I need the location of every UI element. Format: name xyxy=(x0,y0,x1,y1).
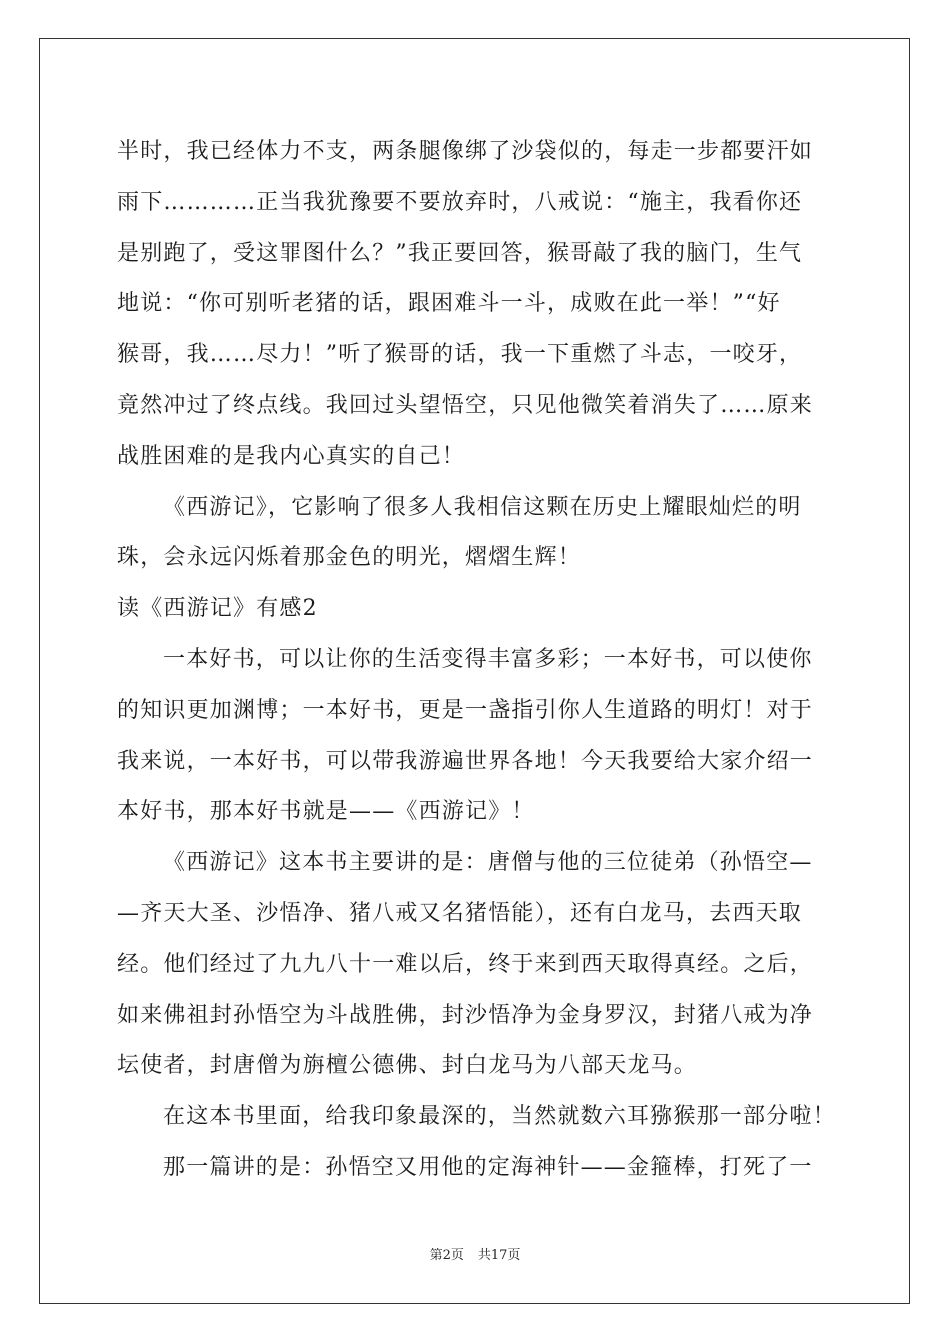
document-body xyxy=(117,127,837,1194)
text-line: 珠，会永远闪烁着那金色的明光，熠熠生辉！ xyxy=(117,545,582,571)
page-footer xyxy=(0,1244,950,1263)
text-line: 一本好书，可以让你的生活变得丰富多彩；一本好书，可以使你 xyxy=(163,646,813,672)
text-line: 那一篇讲的是：孙悟空又用他的定海神针——金箍棒，打死了一 xyxy=(163,1154,813,1180)
text-line: 猴哥，我……尽力！”听了猴哥的话，我一下重燃了斗志，一咬牙， xyxy=(117,342,803,368)
text-line: 如来佛祖封孙悟空为斗战胜佛，封沙悟净为金身罗汉，封猪八戒为净 xyxy=(117,1002,814,1028)
text-line: 半时，我已经体力不支，两条腿像绑了沙袋似的，每走一步都要汗如 xyxy=(117,139,814,164)
text-line: 读《西游记》有感2 xyxy=(117,596,318,622)
text-line: —齐天大圣、沙悟净、猪八戒又名猪悟能），还有白龙马，去西天取 xyxy=(117,900,803,926)
text-line: 本好书，那本好书就是——《西游记》！ xyxy=(117,799,535,825)
text-line: 坛使者，封唐僧为旃檀公德佛、封白龙马为八部天龙马。 xyxy=(117,1053,698,1079)
text-line: 是别跑了，受这罪图什么？”我正要回答，猴哥敲了我的脑门，生气 xyxy=(117,240,803,266)
text-line: 我来说，一本好书，可以带我游遍世界各地！今天我要给大家介绍一 xyxy=(117,748,814,774)
text-line: 在这本书里面，给我印象最深的，当然就数六耳猕猴那一部分啦！ xyxy=(163,1104,836,1130)
text-line: 地说：“你可别听老猪的话，跟困难斗一斗，成败在此一举！”“好 xyxy=(117,291,781,317)
text-line: 雨下…………正当我犹豫要不要放弃时，八戒说：“施主，我看你还 xyxy=(117,189,803,215)
text-line: 战胜困难的是我内心真实的自己！ xyxy=(117,443,466,469)
text-line: 竟然冲过了终点线。我回过头望悟空，只见他微笑着消失了……原来 xyxy=(117,392,814,418)
text-line: 经。他们经过了九九八十一难以后，终于来到西天取得真经。之后， xyxy=(117,951,814,977)
text-line: 《西游记》这本书主要讲的是：唐僧与他的三位徒弟（孙悟空— xyxy=(163,850,813,876)
text-line: 的知识更加渊博；一本好书，更是一盏指引你人生道路的明灯！对于 xyxy=(117,697,814,723)
text-line: 《西游记》，它影响了很多人我相信这颗在历史上耀眼灿烂的明 xyxy=(163,494,802,520)
page-total: 共17页 xyxy=(477,1248,521,1263)
page-number: 第2页 xyxy=(429,1248,464,1263)
